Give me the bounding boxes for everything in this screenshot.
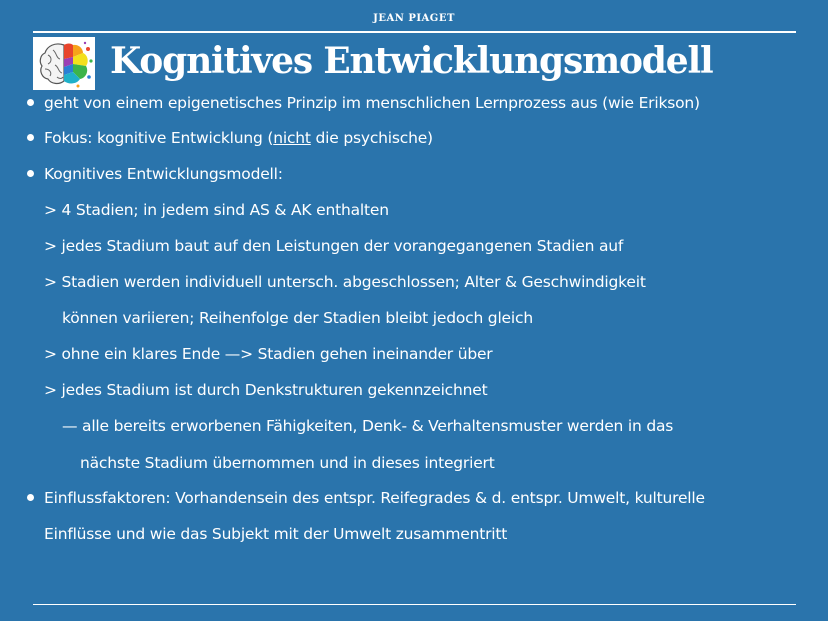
sub-item: > jedes Stadium baut auf den Leistungen der vorangegangenen Stadien auf	[44, 237, 624, 255]
bullet-text: Fokus: kognitive Entwicklung (	[44, 129, 274, 147]
top-divider	[33, 31, 796, 33]
bullet-item: geht von einem epigenetisches Prinzip im menschlichen Lernprozess aus (wie Erikson)	[44, 94, 700, 112]
bottom-divider	[33, 604, 796, 605]
bullet-marker	[27, 134, 34, 141]
bullet-item-continuation: Einflüsse und wie das Subjekt mit der Umwelt zusammentritt	[44, 525, 508, 543]
underlined-word: nicht	[273, 129, 311, 147]
bullet-item: Kognitives Entwicklungsmodell:	[44, 165, 283, 183]
bullet-marker	[27, 494, 34, 501]
sub-item: > 4 Stadien; in jedem sind AS & AK enthalten	[44, 201, 389, 219]
sub-item: > Stadien werden individuell untersch. abgeschlossen; Alter & Geschwindigkeit	[44, 273, 646, 291]
sub-item: > ohne ein klares Ende —> Stadien gehen ineinander über	[44, 345, 493, 363]
bullet-marker	[27, 99, 34, 106]
sub-sub-item: — alle bereits erworbenen Fähigkeiten, Denk- & Verhaltensmuster werden in das	[62, 417, 674, 435]
header-label: JEAN PIAGET	[373, 13, 455, 24]
brain-icon	[33, 37, 95, 90]
bullet-text: die psychische)	[310, 129, 433, 147]
sub-sub-item-continuation: nächste Stadium übernommen und in dieses integriert	[80, 454, 495, 472]
sub-item: > jedes Stadium ist durch Denkstrukturen gekennzeichnet	[44, 381, 488, 399]
sub-item-continuation: können variieren; Reihenfolge der Stadien bleibt jedoch gleich	[62, 309, 533, 327]
bullet-marker	[27, 170, 34, 177]
brain-icon-graphic	[33, 37, 95, 90]
bullet-item: Einflussfaktoren: Vorhandensein des entspr. Reifegrades & d. entspr. Umwelt, kulturelle	[44, 489, 705, 507]
bullet-item	[44, 124, 433, 152]
slide-title: Kognitives Entwicklungsmodell	[110, 40, 713, 82]
